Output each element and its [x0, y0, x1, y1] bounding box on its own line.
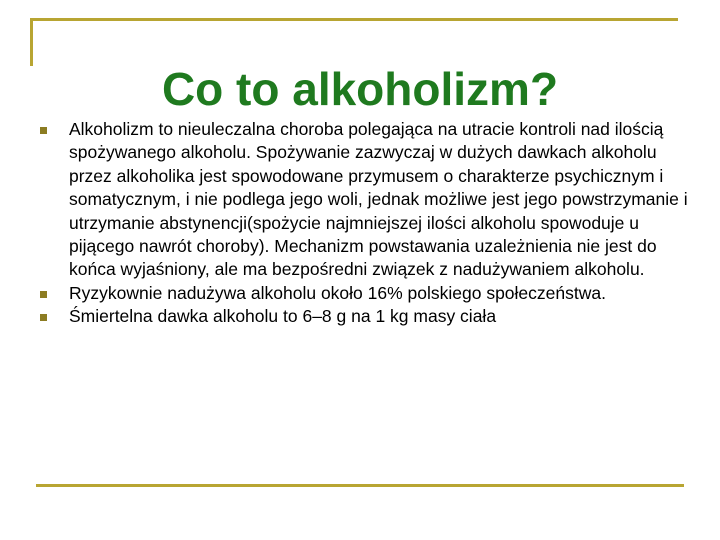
decorative-top-rule — [30, 18, 678, 21]
square-bullet-icon — [40, 127, 47, 134]
bullet-item-statistics — [40, 282, 690, 305]
decorative-vertical-rule — [30, 18, 33, 66]
square-bullet-icon — [40, 314, 47, 321]
slide-title: Co to alkoholizm? — [161, 62, 559, 115]
square-bullet-icon — [40, 291, 47, 298]
bullet-list — [40, 118, 690, 329]
bullet-text-lethal-dose: Śmiertelna dawka alkoholu to 6–8 g na 1 kg masy ciała — [69, 306, 497, 327]
bullet-text-statistics: Ryzykownie nadużywa alkoholu około 16% polskiego społeczeństwa. — [69, 282, 606, 303]
bullet-item-lethal-dose — [40, 305, 690, 328]
bullet-text-definition: Alkoholizm to nieuleczalna choroba polegająca na utracie kontroli nad ilością spożywanego alkoholu. Spożywanie zazwyczaj w dużych dawkach alkoholu przez alkoholika jest spowodowane przymusem o charakterze psychicznym i somatycznym, i nie podlega jego woli, jednak możliwe jest jego powstrzymanie i utrzymanie abstynencji(spożycie najmniejszej ilości alkoholu spowoduje u pijącego nawrót choroby). Mechanizm powstawania uzależnienia nie jest do końca wyjaśniony, ale ma bezpośredni związek z nadużywaniem alkoholu. — [69, 119, 688, 280]
bullet-item-definition — [40, 118, 690, 282]
decorative-bottom-rule — [36, 484, 684, 487]
